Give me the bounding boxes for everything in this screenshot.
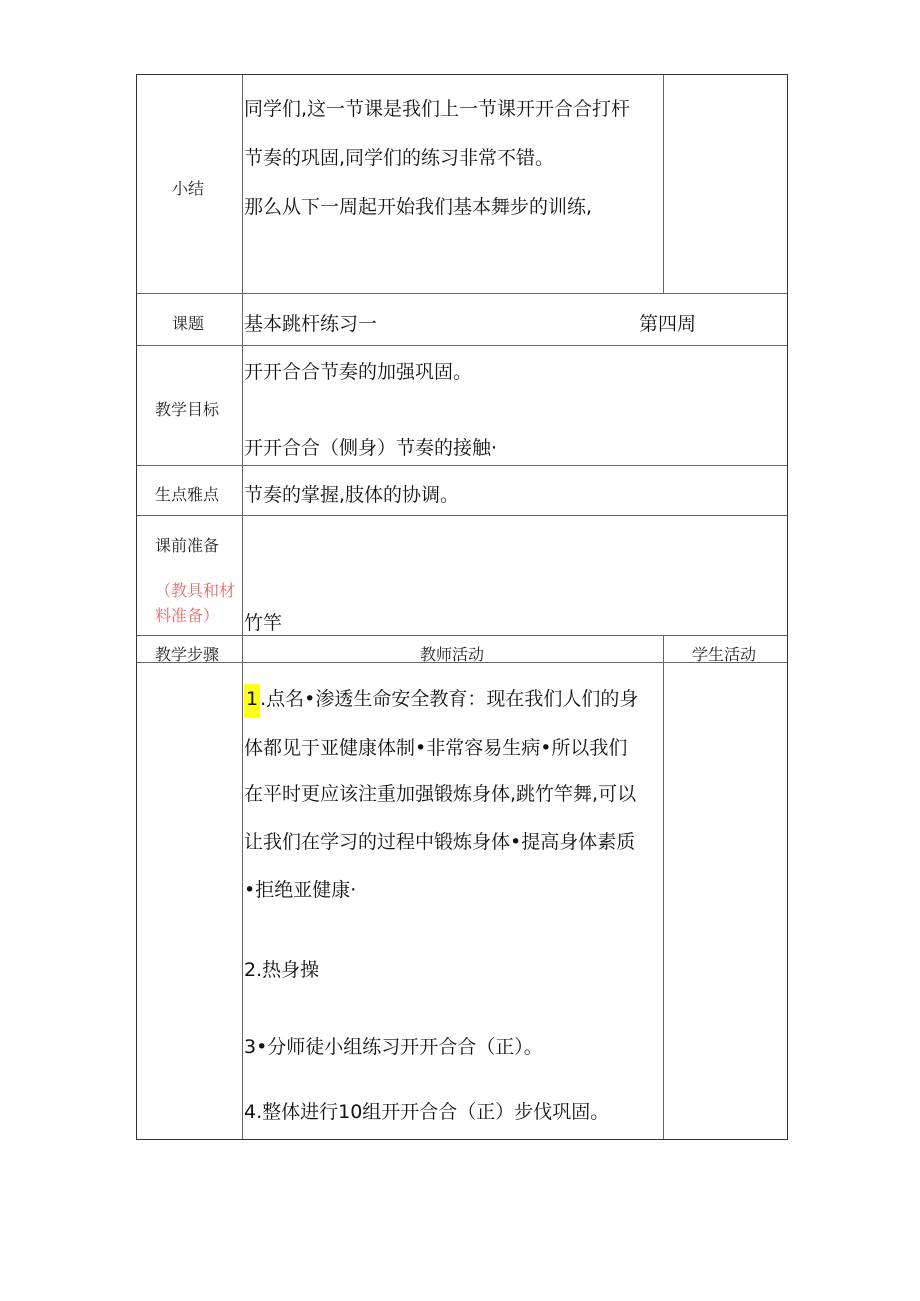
summary-label: 小结: [172, 179, 205, 198]
summary-line: 那么从下一周起开始我们基本舞步的训练,: [244, 196, 593, 218]
prep-label: 课前准备: [155, 536, 220, 555]
objective-line: 开开合合（侧身）节奏的接触·: [244, 437, 498, 459]
row-divider: [137, 293, 787, 294]
activity-line: 体都见于亚健康体制•非常容易生病•所以我们: [244, 737, 628, 759]
lesson-table: [136, 74, 788, 1140]
row-divider: [137, 635, 787, 636]
activity-line: 2.热身操: [244, 959, 320, 981]
topic-week: 第四周: [639, 313, 697, 335]
row-divider: [137, 515, 787, 516]
activity-line: 在平时更应该注重加强锻炼身体,跳竹竿舞,可以: [244, 783, 637, 805]
row-divider: [137, 465, 787, 466]
header-teacher: 教师活动: [420, 645, 485, 664]
summary-line: 节奏的巩固,同学们的练习非常不错。: [244, 147, 555, 169]
column-divider: [242, 75, 243, 1139]
activity-text: .点名•渗透生命安全教育：现在我们人们的身: [260, 688, 639, 710]
column-divider: [663, 635, 664, 1139]
activity-line: 3•分师徒小组练习开开合合（正）。: [244, 1036, 543, 1058]
topic-label: 课题: [172, 314, 205, 333]
highlight-mark: 1: [244, 684, 260, 718]
activity-line: [244, 684, 638, 718]
header-student: 学生活动: [692, 645, 757, 664]
summary-line: 同学们,这一节课是我们上一节课开开合合打杆: [244, 98, 631, 120]
activity-line: 4.整体进行10组开开合合（正）步伐巩固。: [244, 1101, 610, 1123]
topic-value: 基本跳杆练习一: [244, 313, 378, 335]
prep-value: 竹竿: [244, 612, 283, 634]
objectives-label: 教学目标: [155, 400, 220, 419]
objective-line: 开开合合节奏的加强巩固。: [244, 361, 473, 383]
row-divider: [137, 345, 787, 346]
header-steps: 教学步骤: [155, 645, 220, 664]
prep-sublabel: 料准备）: [155, 606, 220, 625]
activity-line: 让我们在学习的过程中锻炼身体•提高身体素质: [244, 831, 636, 853]
activity-line: •拒绝亚健康·: [244, 879, 357, 901]
difficulty-value: 节奏的掌握,肢体的协调。: [244, 484, 460, 506]
column-divider: [663, 75, 664, 293]
difficulty-label: 生点雅点: [155, 485, 220, 504]
prep-sublabel: （教具和材: [155, 581, 236, 600]
